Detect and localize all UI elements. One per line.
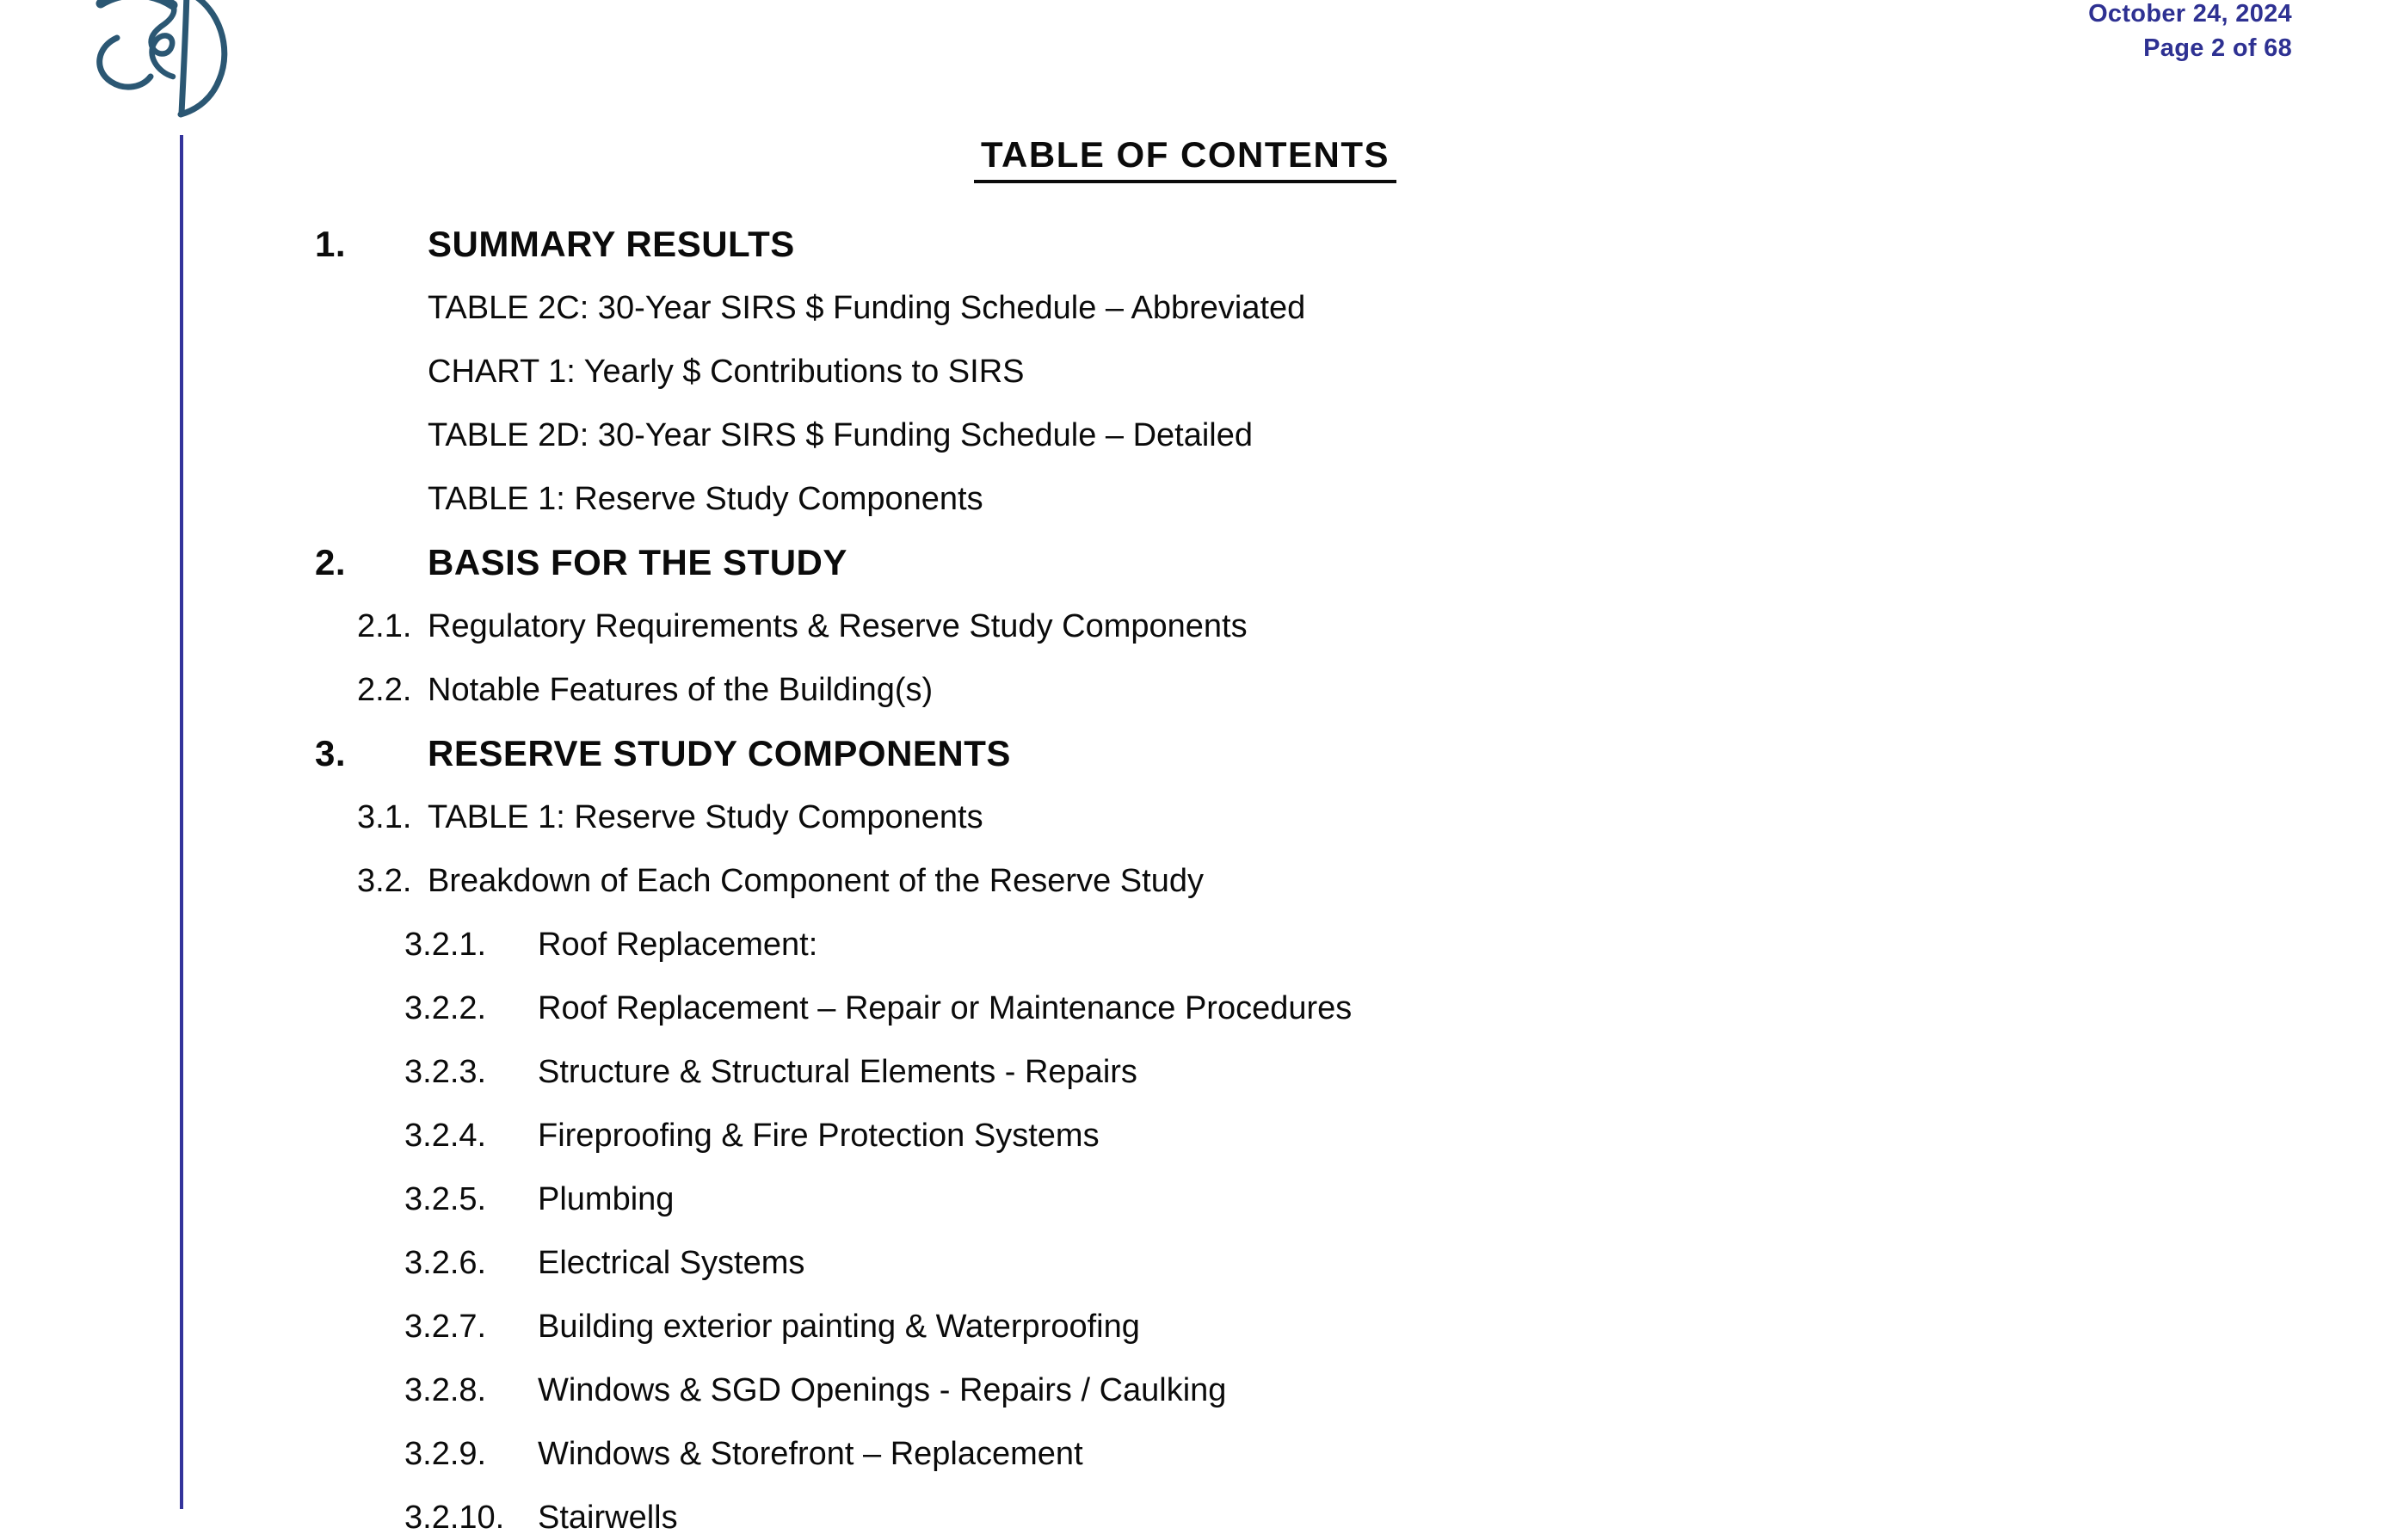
toc-item-number: 3.1. bbox=[357, 799, 412, 835]
toc-item-number: 3.2. bbox=[357, 863, 412, 899]
toc-item-label: SUMMARY RESULTS bbox=[428, 224, 795, 264]
toc-row bbox=[0, 413, 2385, 458]
toc-item-label: Roof Replacement – Repair or Maintenance Procedures bbox=[538, 990, 1353, 1026]
toc-item-number: 2.2. bbox=[357, 672, 412, 708]
toc-item-label: Fireproofing & Fire Protection Systems bbox=[538, 1118, 1100, 1154]
toc-row bbox=[0, 1368, 2385, 1413]
toc-item-number: 3.2.2. bbox=[404, 990, 487, 1026]
toc-item-label: Windows & Storefront – Replacement bbox=[538, 1436, 1083, 1472]
toc-item-label: Electrical Systems bbox=[538, 1245, 805, 1281]
toc-item-label: RESERVE STUDY COMPONENTS bbox=[428, 733, 1011, 773]
toc-item-label: Breakdown of Each Component of the Reserve Study bbox=[428, 863, 1204, 899]
toc-item-number: 3.2.4. bbox=[404, 1118, 487, 1154]
toc-item-number: 3.2.7. bbox=[404, 1309, 487, 1345]
toc-row bbox=[0, 859, 2385, 903]
toc-item-label: TABLE 1: Reserve Study Components bbox=[428, 799, 983, 835]
toc-item-number: 3.2.1. bbox=[404, 927, 487, 963]
toc-row bbox=[0, 731, 2385, 776]
toc-item-number: 3.2.8. bbox=[404, 1372, 487, 1408]
toc-item-label: TABLE 2D: 30-Year SIRS $ Funding Schedule – Detailed bbox=[428, 417, 1254, 453]
toc-row bbox=[0, 1050, 2385, 1094]
toc-item-label: Roof Replacement: bbox=[538, 927, 818, 963]
toc-row bbox=[0, 222, 2385, 267]
toc-row bbox=[0, 477, 2385, 521]
toc-item-label: Plumbing bbox=[538, 1181, 675, 1217]
toc-row bbox=[0, 1304, 2385, 1349]
toc-item-label: Stairwells bbox=[538, 1500, 678, 1536]
toc-item-number: 3.2.5. bbox=[404, 1181, 487, 1217]
toc-item-number: 3.2.10. bbox=[404, 1500, 505, 1536]
company-monogram-logo bbox=[89, 0, 237, 126]
toc-item-number: 2. bbox=[315, 542, 347, 582]
header-page-number: Page 2 of 68 bbox=[2143, 34, 2292, 62]
toc-row bbox=[0, 540, 2385, 585]
toc-row bbox=[0, 922, 2385, 967]
toc-row bbox=[0, 286, 2385, 330]
toc-row bbox=[0, 604, 2385, 649]
toc-item-label: TABLE 1: Reserve Study Components bbox=[428, 481, 983, 517]
header-date: October 24, 2024 bbox=[2088, 0, 2292, 28]
toc-item-label: BASIS FOR THE STUDY bbox=[428, 542, 847, 582]
toc-item-number: 3. bbox=[315, 733, 347, 773]
toc-item-number: 3.2.3. bbox=[404, 1054, 487, 1090]
toc-row bbox=[0, 1432, 2385, 1476]
toc-row bbox=[0, 1113, 2385, 1158]
toc-row bbox=[0, 795, 2385, 840]
toc-row bbox=[0, 1177, 2385, 1222]
page-header bbox=[2088, 0, 2292, 65]
toc-item-label: Windows & SGD Openings - Repairs / Caulking bbox=[538, 1372, 1227, 1408]
toc-row bbox=[0, 349, 2385, 394]
toc-row bbox=[0, 986, 2385, 1031]
toc-item-number: 3.2.9. bbox=[404, 1436, 487, 1472]
toc-item-number: 3.2.6. bbox=[404, 1245, 487, 1281]
toc-item-number: 1. bbox=[315, 224, 347, 264]
toc-item-label: Structure & Structural Elements - Repairs bbox=[538, 1054, 1137, 1090]
toc-row bbox=[0, 1495, 2385, 1540]
toc-item-label: Building exterior painting & Waterproofing bbox=[538, 1309, 1140, 1345]
toc-item-label: TABLE 2C: 30-Year SIRS $ Funding Schedule – Abbreviated bbox=[428, 290, 1306, 326]
toc-item-number: 2.1. bbox=[357, 608, 412, 644]
toc-row bbox=[0, 1241, 2385, 1285]
toc-item-label: Regulatory Requirements & Reserve Study Components bbox=[428, 608, 1248, 644]
toc-item-label: Notable Features of the Building(s) bbox=[428, 672, 934, 708]
toc-row bbox=[0, 668, 2385, 712]
page-title: TABLE OF CONTENTS bbox=[974, 134, 1396, 183]
toc-item-label: CHART 1: Yearly $ Contributions to SIRS bbox=[428, 354, 1025, 390]
